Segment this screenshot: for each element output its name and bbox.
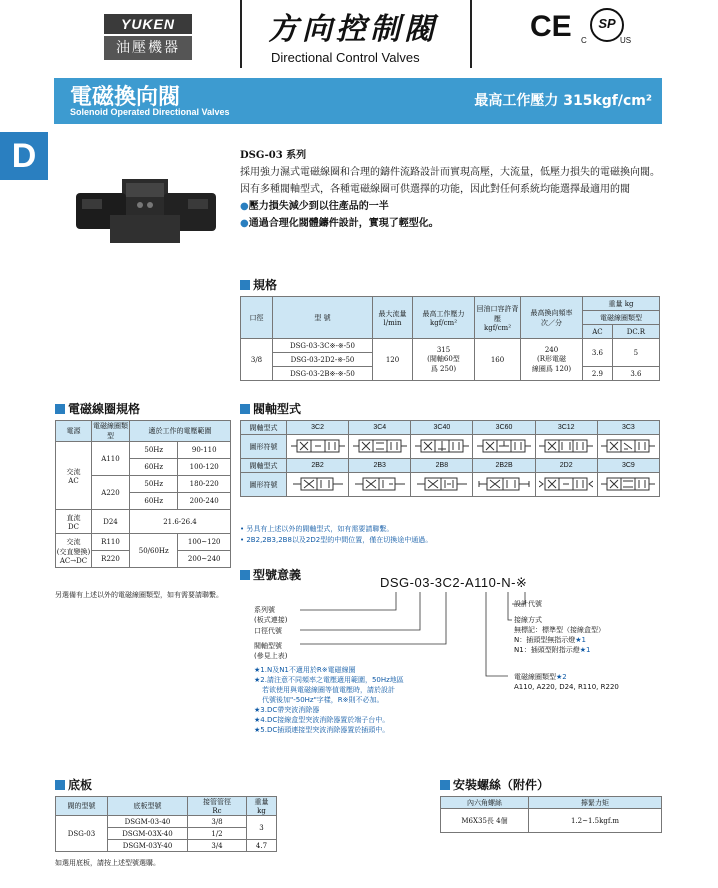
spool-sub-text: (參見上表) xyxy=(254,652,288,660)
yuken-logo xyxy=(104,14,192,60)
th-tank-text: 回油口容許背壓 xyxy=(476,304,519,323)
cell-tank: 160 xyxy=(475,339,521,381)
note-line: 若欲使用與電磁線圈等值電壓時，請於設計 xyxy=(262,686,395,694)
spool-code: 2B8 xyxy=(411,459,473,473)
th-dcr: DC.R xyxy=(612,325,659,339)
screw-heading-text: 安裝螺絲（附件） xyxy=(453,778,550,792)
coil-text: 電磁線圈類型 xyxy=(514,673,556,681)
th-freq-text: 最高換向頻率 xyxy=(530,308,573,317)
cell-r-hz: 50/60Hz xyxy=(130,534,178,568)
dc-label-en: DC xyxy=(68,522,79,531)
th-power: 電源 xyxy=(56,421,92,442)
header-divider-right xyxy=(470,0,472,68)
spool-symbol xyxy=(349,435,411,459)
logo-top: YUKEN xyxy=(104,14,192,34)
spool-code: 3C12 xyxy=(535,421,597,435)
note-line: 代號後加"-50Hz"字樣，R※則不必加。 xyxy=(262,696,384,704)
spool-symbol xyxy=(287,435,349,459)
star-ref: 1 xyxy=(585,646,591,654)
th-port xyxy=(188,797,247,816)
valve-symbol-icon xyxy=(415,439,469,453)
label-spool xyxy=(254,641,287,661)
model-code-notes xyxy=(254,665,404,735)
section-square-icon xyxy=(55,404,65,414)
model-code-heading-text: 型號意義 xyxy=(253,568,302,582)
max-pressure-label: 最高工作壓力 315kgf/cm² xyxy=(474,93,652,109)
cell-r220: R220 xyxy=(92,551,130,568)
valve-symbol-icon xyxy=(539,477,593,491)
valve-symbol-icon xyxy=(353,477,407,491)
base-heading-text: 底板 xyxy=(68,778,93,792)
spool-code: 2B3 xyxy=(349,459,411,473)
ce-mark: CE xyxy=(530,10,572,43)
spool-symbol xyxy=(535,473,597,497)
cell-v: 180-220 xyxy=(178,476,231,493)
star-ref: 2 xyxy=(562,673,567,681)
spool-code: 3C2 xyxy=(287,421,349,435)
spool-code: 3C4 xyxy=(349,421,411,435)
csa-c-label: C xyxy=(581,36,587,45)
section-letter-tab: D xyxy=(0,132,48,180)
valve-product-image xyxy=(70,175,220,255)
series-text: 系列號 xyxy=(254,606,275,614)
cell-size: 3/8 xyxy=(241,339,273,381)
spool-code: 2B2 xyxy=(287,459,349,473)
valve-symbol-icon xyxy=(601,439,655,453)
valve-symbol-icon xyxy=(291,439,345,453)
spool-table xyxy=(240,420,660,497)
wiring-option-3: N1：插頭型附指示燈 xyxy=(514,646,580,654)
spec-heading-text: 規格 xyxy=(253,278,278,292)
cell-plate: DSGM-03X-40 xyxy=(108,828,188,840)
th-tank-unit: kgf/cm² xyxy=(483,323,512,332)
wiring-text: 接線方式 xyxy=(514,616,542,624)
valve-symbol-icon xyxy=(601,477,655,491)
cell-plate: DSGM-03-40 xyxy=(108,816,188,828)
note-text: 1.N及N1不適用於R※電磁線圈 xyxy=(260,666,356,674)
cell-port: 3/8 xyxy=(188,816,247,828)
th-pressure-text: 最高工作壓力 xyxy=(422,309,465,318)
cell-dc xyxy=(56,510,92,534)
acdc-label-3: AC→DC xyxy=(59,556,88,565)
spool-symbol xyxy=(473,435,535,459)
th-screw: 內六角螺絲 xyxy=(441,797,529,809)
cell-hz: 50Hz xyxy=(130,442,178,459)
th-coil-type: 電磁線圈類型 xyxy=(583,311,660,325)
spool-code: 2B2B xyxy=(473,459,535,473)
spool-heading xyxy=(240,400,301,417)
valve-symbol-icon xyxy=(477,477,531,491)
note-line: ★1.N及N1不適用於R※電磁線圈 xyxy=(254,666,356,674)
cell-a110: A110 xyxy=(92,442,130,476)
cell-acdc xyxy=(56,534,92,568)
th-valve: 閥的型號 xyxy=(56,797,108,816)
th-freq xyxy=(521,297,583,339)
csa-mark: SP xyxy=(590,8,624,42)
screw-heading xyxy=(440,776,549,793)
spool-symbol xyxy=(597,435,659,459)
label-coil xyxy=(514,672,619,692)
valve-symbol-icon xyxy=(353,439,407,453)
screw-table xyxy=(440,796,662,833)
pressure-note-1: (閥軸60型 xyxy=(427,354,460,363)
spool-heading-text: 閥軸型式 xyxy=(253,402,302,416)
section-square-icon xyxy=(55,780,65,790)
note-line: ★5.DC插頭連接型突波消除器置於插頭中。 xyxy=(254,726,390,734)
coil-heading-text: 電磁線圈規格 xyxy=(68,402,141,416)
cell-hz: 60Hz xyxy=(130,459,178,476)
series-label: DSG-03 系列 xyxy=(240,150,307,161)
ac-label-zh: 交流 xyxy=(66,467,81,476)
spec-table xyxy=(240,296,660,381)
th-coil-type: 電磁線圈類型 xyxy=(93,422,128,440)
th-weight xyxy=(247,797,277,816)
th-torque: 擰緊力矩 xyxy=(529,797,662,809)
cell-w-ac-1: 3.6 xyxy=(583,339,613,367)
wiring-option-2: N：插頭型無指示燈 xyxy=(514,636,576,644)
spool-symbol xyxy=(287,473,349,497)
th-weight-unit: kg xyxy=(257,807,266,815)
cell-w-ac-2: 2.9 xyxy=(583,367,613,381)
cell-pressure xyxy=(413,339,475,381)
spool-note-2: • 2B2,2B3,2B8以及2D2型的中間位置，僅在切換途中通過。 xyxy=(240,536,433,544)
valve-symbol-icon xyxy=(477,439,531,453)
cell-port: 3/4 xyxy=(188,840,247,852)
section-banner xyxy=(54,78,662,124)
cell-w-dc-1: 5 xyxy=(612,339,659,367)
th-model: 型 號 xyxy=(273,297,373,339)
spool-row-label: 閥軸型式 xyxy=(241,421,287,435)
banner-title-en: Solenoid Operated Directional Valves xyxy=(70,107,230,117)
coil-table xyxy=(55,420,231,568)
cell-w1: 3 xyxy=(247,816,277,840)
th-plate: 底板型號 xyxy=(108,797,188,816)
model-code-heading xyxy=(240,566,301,583)
cell-plate: DSGM-03Y-40 xyxy=(108,840,188,852)
freq-value: 240 xyxy=(544,345,559,354)
header-divider-left xyxy=(240,0,242,68)
banner-title-zh: 電磁換向閥 xyxy=(70,85,181,110)
valve-symbol-icon xyxy=(291,477,345,491)
cell-r110: R110 xyxy=(92,534,130,551)
cell-model-2: DSG-03-2D2-※-50 xyxy=(273,353,373,367)
cell-valve: DSG-03 xyxy=(56,816,108,852)
coil-list: A110, A220, D24, R110, R220 xyxy=(514,683,619,691)
th-weight-text: 重量 xyxy=(254,798,269,806)
cell-screw: M6X35長 4個 xyxy=(441,809,529,833)
cell-freq xyxy=(521,339,583,381)
note-text: 3.DC帶突波消除器 xyxy=(260,706,320,714)
dc-label-zh: 直流 xyxy=(66,513,81,522)
valve-symbol-icon xyxy=(539,439,593,453)
cell-r110-v: 100~120 xyxy=(178,534,231,551)
th-port-text: 接管管徑 xyxy=(203,798,231,806)
cell-v: 90-110 xyxy=(178,442,231,459)
wiring-option-1: 無標記：標準型（接線盒型） xyxy=(514,626,605,634)
acdc-label-1: 交流 xyxy=(66,537,81,546)
intro-text xyxy=(240,147,660,232)
cell-model-1: DSG-03-3C※-※-50 xyxy=(273,339,373,353)
cell-hz: 60Hz xyxy=(130,493,178,510)
th-flow-unit: l/min xyxy=(383,318,402,327)
th-flow-text: 最大流量 xyxy=(378,309,407,318)
cell-ac xyxy=(56,442,92,510)
intro-para-2: 因有多種閥軸型式，各種電磁線圈可供選擇的功能，因此對任何系統均能選擇最適用的閥 xyxy=(240,184,630,195)
spool-symbol xyxy=(349,473,411,497)
base-note: 如選用底板，請按上述型號選購。 xyxy=(55,859,160,867)
spool-note-1: • 另具有上述以外的閥軸型式，如有需要請聯繫。 xyxy=(240,525,394,533)
spool-symbol xyxy=(535,435,597,459)
coil-heading xyxy=(55,400,140,417)
spool-code: 2D2 xyxy=(535,459,597,473)
note-line: ★4.DC接線盒型突波消除器置於端子台中。 xyxy=(254,716,390,724)
spool-symbol xyxy=(411,435,473,459)
ac-label-en: AC xyxy=(68,476,79,485)
cell-hz: 50Hz xyxy=(130,476,178,493)
cell-port: 1/2 xyxy=(188,828,247,840)
section-square-icon xyxy=(440,780,450,790)
freq-note-2: 線圈爲 120) xyxy=(531,364,572,373)
pressure-value: 315 xyxy=(436,345,451,354)
logo-bottom: 油壓機器 xyxy=(104,36,192,60)
label-wiring xyxy=(514,615,605,655)
cell-r220-v: 200~240 xyxy=(178,551,231,568)
label-size: 口徑代號 xyxy=(254,627,282,635)
bullet-2-text: 通過合理化閥體鑄件設計，實現了輕型化。 xyxy=(248,218,439,229)
th-size: 口徑 xyxy=(241,297,273,339)
spool-text: 閥軸型號 xyxy=(254,642,282,650)
th-pressure xyxy=(413,297,475,339)
section-square-icon xyxy=(240,570,250,580)
cell-d24: D24 xyxy=(92,510,130,534)
cell-v: 200-240 xyxy=(178,493,231,510)
spool-sym-label: 圖形符號 xyxy=(241,473,287,497)
page-title-zh: 方向控制閥 xyxy=(268,12,438,47)
th-tank xyxy=(475,297,521,339)
freq-note-1: (R形電磁 xyxy=(536,354,566,363)
label-design: 設計代號 xyxy=(514,600,542,608)
spool-symbol xyxy=(473,473,535,497)
intro-para-1: 採用強力濕式電磁線圈和合理的鑄件流路設計而實現高壓，大流量，低壓力損失的電磁換向閥。 xyxy=(240,167,660,178)
label-series xyxy=(254,605,287,625)
valve-symbol-icon xyxy=(415,477,469,491)
page-title-en: Directional Control Valves xyxy=(271,50,420,65)
star-ref: 1 xyxy=(581,636,586,644)
th-pressure-unit: kgf/cm² xyxy=(429,318,458,327)
series-sub-text: (板式連接) xyxy=(254,616,288,624)
th-range: 適於工作的電壓範圍 xyxy=(130,421,231,442)
cell-flow: 120 xyxy=(373,339,413,381)
cell-w2: 4.7 xyxy=(247,840,277,852)
note-line: ★3.DC帶突波消除器 xyxy=(254,706,320,714)
star-icon: ★ xyxy=(556,673,563,681)
spool-code: 3C60 xyxy=(473,421,535,435)
spool-code: 3C3 xyxy=(597,421,659,435)
cell-v: 100-120 xyxy=(178,459,231,476)
star-icon: ★ xyxy=(579,646,586,654)
bullet-dot-icon: ● xyxy=(240,218,249,229)
intro-bullet-2 xyxy=(240,215,660,232)
spool-row-label: 閥軸型式 xyxy=(241,459,287,473)
section-square-icon xyxy=(240,280,250,290)
spool-code: 3C40 xyxy=(411,421,473,435)
section-square-icon xyxy=(240,404,250,414)
note-text: 2.請注意不同頻率之電壓適用範圍，50Hz地區 xyxy=(260,676,404,684)
spec-heading xyxy=(240,276,277,293)
th-port-unit: Rc xyxy=(212,807,222,815)
cell-d24-v: 21.6-26.4 xyxy=(130,510,231,534)
note-line: ★2.請注意不同頻率之電壓適用範圍，50Hz地區 xyxy=(254,676,404,684)
bullet-dot-icon: ● xyxy=(240,201,249,212)
cell-a220: A220 xyxy=(92,476,130,510)
pressure-note-2: 爲 250) xyxy=(430,364,457,373)
th-weight: 重量 kg xyxy=(583,297,660,311)
cell-w-dc-2: 3.6 xyxy=(612,367,659,381)
spool-symbol xyxy=(411,473,473,497)
cell-model-3: DSG-03-2B※-※-50 xyxy=(273,367,373,381)
note-text: 4.DC接線盒型突波消除器置於端子台中。 xyxy=(260,716,390,724)
intro-bullet-1 xyxy=(240,198,660,215)
th-flow xyxy=(373,297,413,339)
th-freq-unit: 次／分 xyxy=(541,318,562,327)
star-icon: ★ xyxy=(575,636,582,644)
acdc-label-2: (交直變換) xyxy=(56,547,91,556)
base-heading xyxy=(55,776,92,793)
base-table xyxy=(55,796,277,852)
spool-symbol xyxy=(597,473,659,497)
coil-note: 另選備有上述以外的電磁線圈類型，如有需要請聯繫。 xyxy=(55,591,223,599)
model-code-string: DSG-03-3C2-A110-N-※ xyxy=(380,575,528,590)
th-ac: AC xyxy=(583,325,613,339)
note-text: 5.DC插頭連接型突波消除器置於插頭中。 xyxy=(260,726,390,734)
bullet-1-text: 壓力損失減少到以往產品的一半 xyxy=(248,201,389,212)
spool-code: 3C9 xyxy=(597,459,659,473)
spool-sym-label: 圖形符號 xyxy=(241,435,287,459)
page-header xyxy=(0,0,718,78)
csa-us-label: US xyxy=(620,36,632,45)
cell-torque: 1.2~1.5kgf.m xyxy=(529,809,662,833)
